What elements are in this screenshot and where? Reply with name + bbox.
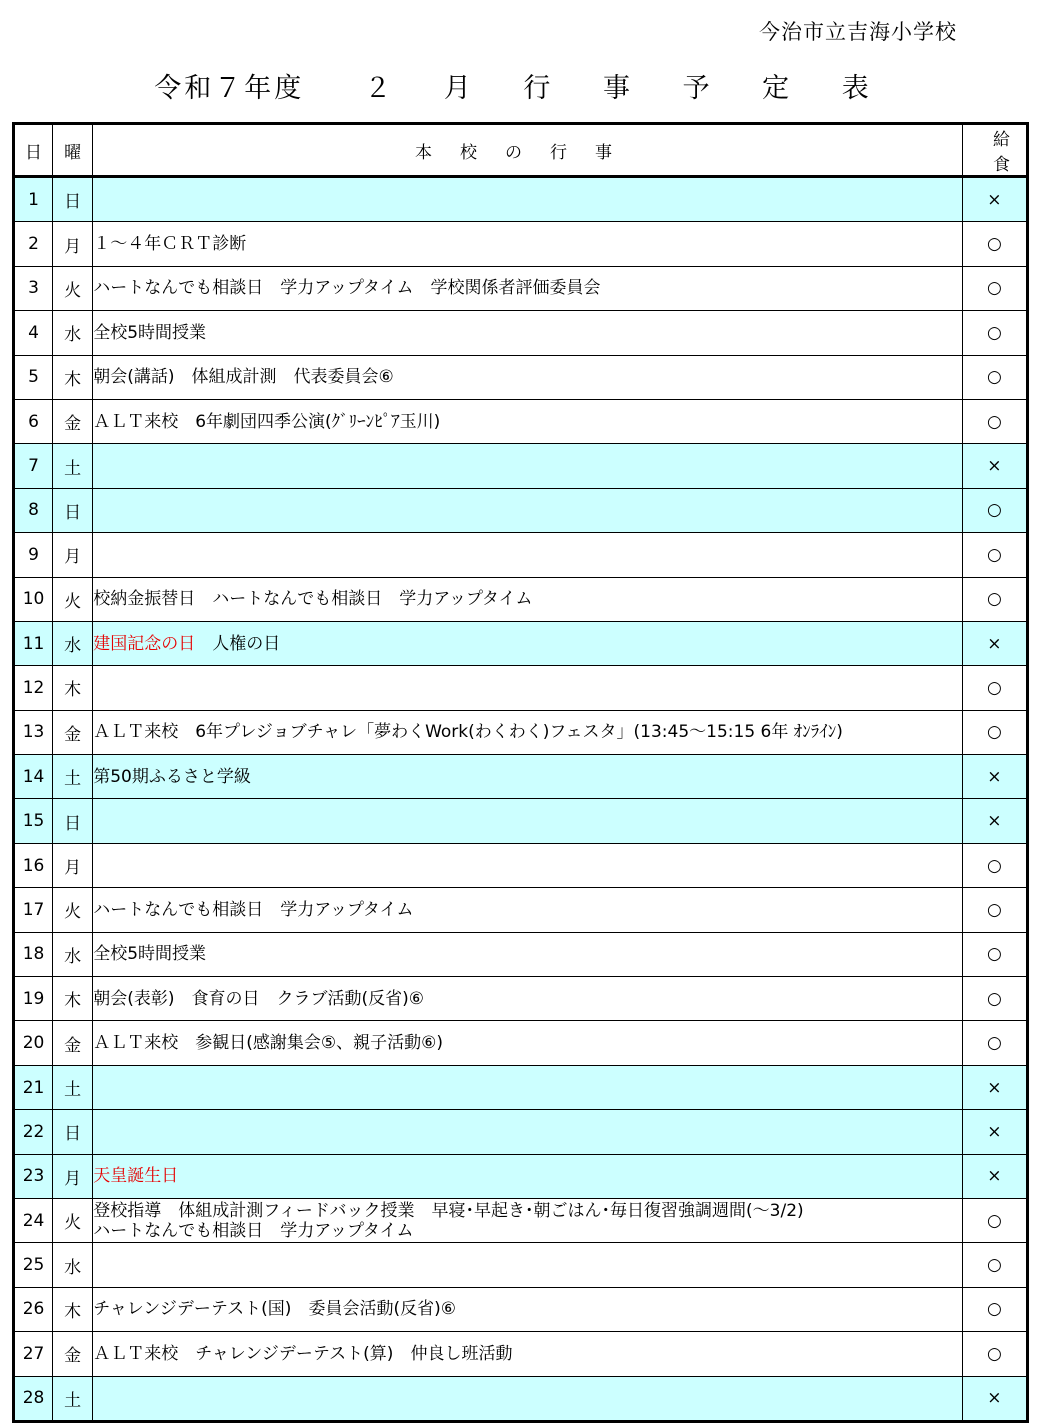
schedule-row (14, 577, 1028, 621)
lunch-mark: ○ (962, 666, 1027, 710)
day-cell: 28 (14, 1376, 53, 1421)
lunch-mark: × (962, 1376, 1027, 1421)
schedule-row (14, 843, 1028, 887)
weekday-cell: 金 (53, 399, 93, 443)
weekday-cell: 金 (53, 1021, 93, 1065)
day-cell: 18 (14, 932, 53, 976)
schedule-row (14, 755, 1028, 799)
event-text: 全校5時間授業 (93, 944, 207, 965)
weekday-cell: 水 (53, 1243, 93, 1287)
day-cell: 15 (14, 799, 53, 843)
events-cell (93, 621, 963, 665)
day-cell: 13 (14, 710, 53, 754)
page-title (0, 66, 1045, 105)
schedule-row (14, 1198, 1028, 1242)
day-cell: 9 (14, 533, 53, 577)
day-cell: 27 (14, 1332, 53, 1376)
schedule-row (14, 311, 1028, 355)
weekday-cell: 火 (53, 577, 93, 621)
lunch-mark: ○ (962, 488, 1027, 532)
weekday-cell: 月 (53, 843, 93, 887)
schedule-row (14, 444, 1028, 488)
events-cell (93, 888, 963, 932)
events-cell (93, 1021, 963, 1065)
events-cell (93, 311, 963, 355)
day-cell: 6 (14, 399, 53, 443)
events-cell (93, 1287, 963, 1331)
header-lunch: 給食 (962, 124, 1027, 177)
schedule-row (14, 1021, 1028, 1065)
day-cell: 4 (14, 311, 53, 355)
day-cell: 3 (14, 266, 53, 310)
event-text: 登校指導 体組成計測フィードバック授業 早寝･早起き･朝ごはん･毎日復習強調週間(～3/2) (93, 1200, 804, 1221)
weekday-cell: 水 (53, 311, 93, 355)
events-cell (93, 399, 963, 443)
lunch-mark: ○ (962, 932, 1027, 976)
header-weekday: 曜 (53, 124, 93, 177)
lunch-mark: ○ (962, 355, 1027, 399)
events-cell (93, 1198, 963, 1242)
lunch-mark: × (962, 621, 1027, 665)
day-cell: 11 (14, 621, 53, 665)
day-cell: 24 (14, 1198, 53, 1242)
lunch-mark: × (962, 177, 1027, 222)
lunch-mark: × (962, 1110, 1027, 1154)
header-day: 日 (14, 124, 53, 177)
schedule-row (14, 533, 1028, 577)
weekday-cell: 木 (53, 355, 93, 399)
weekday-cell: 日 (53, 488, 93, 532)
events-cell (93, 177, 963, 222)
day-cell: 8 (14, 488, 53, 532)
schedule-row (14, 1065, 1028, 1109)
lunch-mark: × (962, 755, 1027, 799)
header-row (14, 124, 1028, 177)
event-text: ＡＬＴ来校 6年プレジョブチャレ「夢わくWork(わくわく)フェスタ」(13:45～15:15 6年 ｵﾝﾗｲﾝ) (93, 722, 843, 743)
events-cell (93, 843, 963, 887)
events-cell (93, 755, 963, 799)
day-cell: 2 (14, 222, 53, 266)
events-cell (93, 444, 963, 488)
weekday-cell: 日 (53, 1110, 93, 1154)
day-cell: 19 (14, 977, 53, 1021)
lunch-mark: ○ (962, 311, 1027, 355)
event-text: 校納金振替日 ハートなんでも相談日 学力アップタイム (93, 589, 533, 610)
schedule-row (14, 799, 1028, 843)
weekday-cell: 月 (53, 1154, 93, 1198)
schedule-table (12, 122, 1029, 1423)
events-cell (93, 266, 963, 310)
lunch-mark: ○ (962, 888, 1027, 932)
event-text: チャレンジデーテスト(国) 委員会活動(反省)⑥ (93, 1299, 456, 1320)
events-cell (93, 533, 963, 577)
event-text: ＡＬＴ来校 チャレンジデーテスト(算) 仲良し班活動 (93, 1343, 513, 1364)
lunch-mark: × (962, 1154, 1027, 1198)
day-cell: 14 (14, 755, 53, 799)
title-year: 令和７年度 (154, 73, 305, 104)
lunch-mark: × (962, 444, 1027, 488)
event-text: 全校5時間授業 (93, 322, 207, 343)
weekday-cell: 水 (53, 621, 93, 665)
day-cell: 22 (14, 1110, 53, 1154)
schedule-row (14, 1110, 1028, 1154)
day-cell: 5 (14, 355, 53, 399)
events-cell (93, 222, 963, 266)
lunch-mark: ○ (962, 710, 1027, 754)
events-cell (93, 488, 963, 532)
event-text: ハートなんでも相談日 学力アップタイム (93, 1220, 414, 1241)
events-cell (93, 1065, 963, 1109)
event-text: ＡＬＴ来校 6年劇団四季公演(ｸﾞﾘｰﾝﾋﾟｱ玉川) (93, 411, 441, 432)
events-cell (93, 1154, 963, 1198)
day-cell: 25 (14, 1243, 53, 1287)
event-text: 朝会(講話) 体組成計測 代表委員会⑥ (93, 367, 394, 388)
lunch-mark: ○ (962, 533, 1027, 577)
event-text: 朝会(表彰) 食育の日 クラブ活動(反省)⑥ (93, 988, 424, 1009)
weekday-cell: 金 (53, 1332, 93, 1376)
lunch-mark: ○ (962, 399, 1027, 443)
events-cell (93, 932, 963, 976)
events-cell (93, 1243, 963, 1287)
day-cell: 17 (14, 888, 53, 932)
weekday-cell: 土 (53, 444, 93, 488)
lunch-mark: ○ (962, 1287, 1027, 1331)
school-name: 今治市立吉海小学校 (759, 20, 957, 44)
lunch-mark: ○ (962, 266, 1027, 310)
lunch-mark: ○ (962, 577, 1027, 621)
day-cell: 12 (14, 666, 53, 710)
event-text: 第50期ふるさと学級 (93, 766, 251, 787)
weekday-cell: 木 (53, 1287, 93, 1331)
event-text: ハートなんでも相談日 学力アップタイム 学校関係者評価委員会 (93, 278, 601, 299)
schedule-row (14, 1376, 1028, 1421)
holiday-text: 建国記念の日 (93, 633, 196, 654)
schedule-row (14, 932, 1028, 976)
events-cell (93, 1110, 963, 1154)
header-events: 本校の行事 (93, 124, 963, 177)
events-cell (93, 355, 963, 399)
events-cell (93, 1332, 963, 1376)
day-cell: 26 (14, 1287, 53, 1331)
weekday-cell: 木 (53, 977, 93, 1021)
schedule-row (14, 977, 1028, 1021)
lunch-mark: ○ (962, 1198, 1027, 1242)
events-cell (93, 1376, 963, 1421)
day-cell: 23 (14, 1154, 53, 1198)
event-text: 人権の日 (195, 633, 281, 654)
schedule-body (14, 177, 1028, 1422)
weekday-cell: 火 (53, 1198, 93, 1242)
weekday-cell: 火 (53, 888, 93, 932)
lunch-mark: ○ (962, 1021, 1027, 1065)
weekday-cell: 土 (53, 1376, 93, 1421)
weekday-cell: 日 (53, 177, 93, 222)
weekday-cell: 月 (53, 222, 93, 266)
title-month: ２ 月 行 事 予 定 表 (364, 73, 891, 104)
events-cell (93, 710, 963, 754)
schedule-row (14, 488, 1028, 532)
schedule-row (14, 621, 1028, 665)
lunch-mark: ○ (962, 977, 1027, 1021)
schedule-row (14, 222, 1028, 266)
weekday-cell: 土 (53, 755, 93, 799)
weekday-cell: 土 (53, 1065, 93, 1109)
lunch-mark: ○ (962, 1243, 1027, 1287)
lunch-mark: ○ (962, 1332, 1027, 1376)
schedule-row (14, 355, 1028, 399)
lunch-mark: ○ (962, 222, 1027, 266)
weekday-cell: 金 (53, 710, 93, 754)
schedule-row (14, 1287, 1028, 1331)
weekday-cell: 月 (53, 533, 93, 577)
day-cell: 7 (14, 444, 53, 488)
weekday-cell: 火 (53, 266, 93, 310)
schedule-row (14, 1243, 1028, 1287)
day-cell: 21 (14, 1065, 53, 1109)
schedule-row (14, 888, 1028, 932)
events-cell (93, 577, 963, 621)
weekday-cell: 木 (53, 666, 93, 710)
events-cell (93, 666, 963, 710)
weekday-cell: 水 (53, 932, 93, 976)
schedule-row (14, 1154, 1028, 1198)
schedule-row (14, 666, 1028, 710)
schedule-row (14, 710, 1028, 754)
event-text: １～４年ＣＲＴ診断 (93, 234, 247, 255)
schedule-row (14, 266, 1028, 310)
day-cell: 20 (14, 1021, 53, 1065)
day-cell: 1 (14, 177, 53, 222)
weekday-cell: 日 (53, 799, 93, 843)
lunch-mark: × (962, 799, 1027, 843)
lunch-mark: × (962, 1065, 1027, 1109)
day-cell: 10 (14, 577, 53, 621)
event-text: ＡＬＴ来校 参観日(感謝集会⑤、親子活動⑥) (93, 1033, 443, 1054)
day-cell: 16 (14, 843, 53, 887)
lunch-mark: ○ (962, 843, 1027, 887)
event-text: ハートなんでも相談日 学力アップタイム (93, 899, 414, 920)
events-cell (93, 799, 963, 843)
schedule-row (14, 1332, 1028, 1376)
events-cell (93, 977, 963, 1021)
holiday-text: 天皇誕生日 (93, 1166, 179, 1187)
schedule-row (14, 177, 1028, 222)
schedule-row (14, 399, 1028, 443)
